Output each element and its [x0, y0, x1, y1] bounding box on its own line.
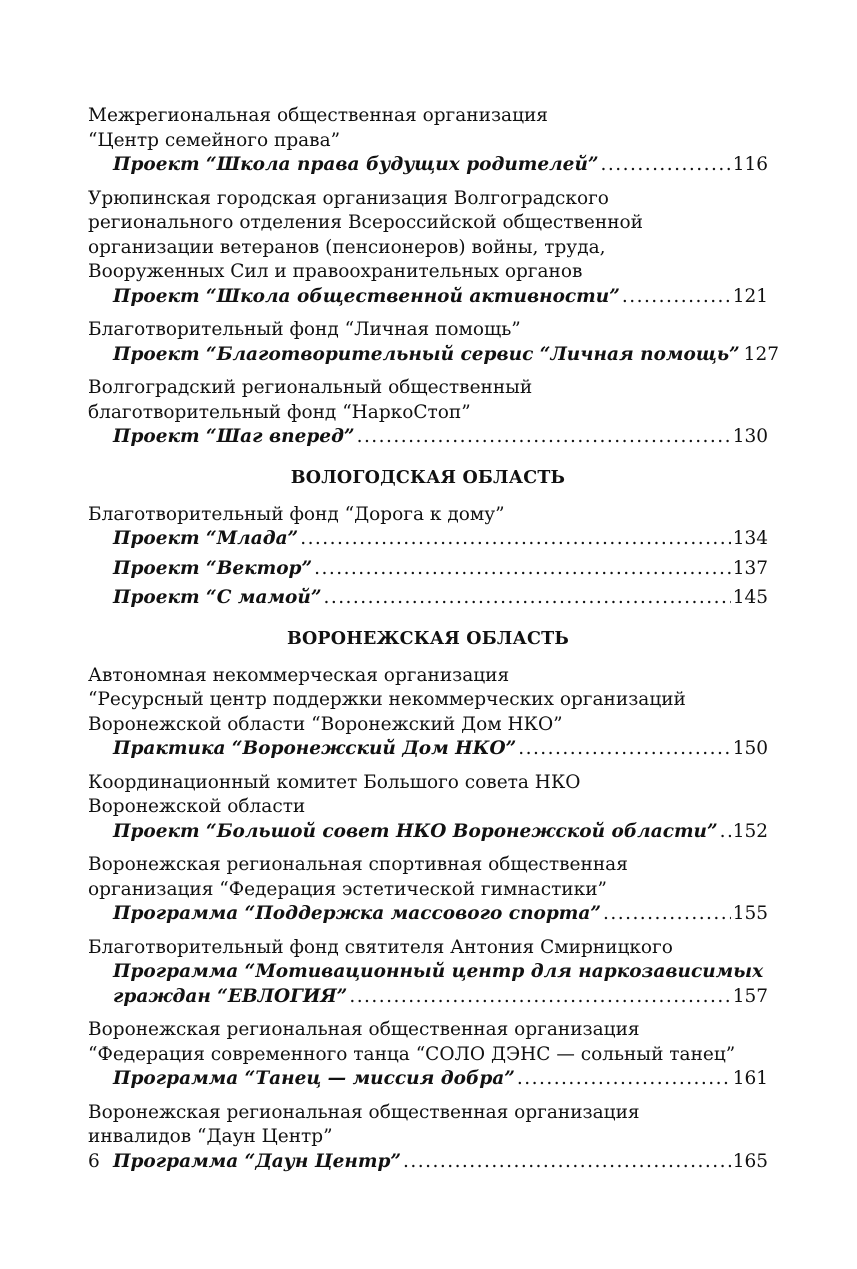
toc-entry — [88, 853, 768, 927]
page-number: 130 — [732, 426, 768, 447]
org-name-line: “Ресурсный центр поддержки некоммерческих организаций — [88, 689, 686, 710]
org-name-line: Координационный комитет Большого совета НКО — [88, 771, 581, 793]
page-number: 152 — [732, 820, 768, 842]
org-name-line: Благотворительный фонд “Личная помощь” — [88, 319, 521, 340]
org-name-line: Урюпинская городская организация Волгоградского — [88, 187, 609, 209]
table-of-contents — [88, 104, 779, 1183]
org-name-line: “Центр семейного права” — [88, 129, 341, 151]
toc-entry — [88, 376, 768, 450]
project-title: Практика “Воронежский Дом НКО” — [113, 738, 517, 759]
org-name-line: Воронежской области “Воронежский Дом НКО” — [88, 713, 563, 735]
org-name-line: Воронежская региональная общественная организация — [88, 1101, 640, 1123]
section-heading-vologda: ВОЛОГОДСКАЯ ОБЛАСТЬ — [290, 467, 566, 488]
project-title: Проект “С мамой” — [113, 587, 322, 608]
leader-dots — [720, 820, 731, 845]
page-number: 121 — [732, 285, 768, 307]
project-line[interactable] — [88, 557, 768, 582]
org-name-line: “Федерация современного танца “СОЛО ДЭНС — сольный танец” — [88, 1043, 736, 1065]
leader-dots — [518, 737, 730, 762]
org-name-line: Межрегиональная общественная организация — [88, 105, 548, 126]
project-line[interactable] — [88, 343, 779, 368]
toc-entry — [88, 318, 779, 367]
leader-dots — [323, 586, 730, 611]
org-name-line: организация “Федерация эстетической гимнастики” — [88, 878, 607, 900]
project-title: Программа “Танец — миссия добра” — [113, 1068, 515, 1089]
project-line[interactable] — [88, 985, 768, 1010]
leader-dots — [603, 902, 731, 927]
project-title: Программа “Поддержка массового спорта” — [113, 903, 601, 924]
project-line[interactable] — [88, 586, 768, 611]
project-title: Проект “Шаг вперед” — [113, 426, 355, 447]
leader-dots — [601, 153, 731, 178]
toc-entry — [88, 503, 768, 611]
page-number: 127 — [743, 343, 779, 365]
toc-entry — [88, 104, 768, 178]
toc-entry — [88, 771, 768, 845]
page-number: 116 — [732, 154, 768, 175]
page-number: 134 — [732, 528, 768, 549]
project-line[interactable] — [88, 1067, 768, 1092]
org-name-line: Вооруженных Сил и правоохранительных органов — [88, 261, 583, 282]
project-title-line2: граждан “ЕВЛОГИЯ” — [113, 985, 348, 1007]
page-folio: 6 — [88, 1151, 100, 1172]
page-number: 145 — [732, 587, 768, 608]
org-name-line: Автономная некоммерческая организация — [88, 664, 510, 686]
page-number: 150 — [732, 738, 768, 759]
project-line[interactable] — [88, 153, 768, 178]
project-title: Проект “Школа общественной активности” — [113, 285, 620, 307]
toc-entry — [88, 187, 768, 310]
page-number: 137 — [732, 557, 768, 579]
project-title: Проект “Благотворительный сервис “Личная помощь” — [113, 343, 740, 365]
leader-dots — [517, 1067, 731, 1092]
toc-entry — [88, 1101, 768, 1175]
page-number: 161 — [732, 1068, 768, 1089]
leader-dots — [349, 985, 730, 1010]
leader-dots — [357, 425, 731, 450]
org-name-line: регионального отделения Всероссийской общественной — [88, 212, 643, 233]
org-name-line: Воронежской области — [88, 796, 306, 817]
project-line[interactable] — [88, 1150, 768, 1175]
page-number: 165 — [732, 1150, 768, 1172]
org-name-line: Воронежская региональная общественная организация — [88, 1019, 640, 1040]
leader-dots — [300, 527, 730, 552]
org-name-line: Благотворительный фонд святителя Антония Смирницкого — [88, 936, 673, 958]
project-line[interactable] — [88, 527, 768, 552]
project-line[interactable] — [88, 737, 768, 762]
page-number: 155 — [732, 903, 768, 924]
section-heading-voronezh: ВОРОНЕЖСКАЯ ОБЛАСТЬ — [286, 628, 569, 649]
org-name-line: Воронежская региональная спортивная общественная — [88, 854, 628, 875]
project-line[interactable] — [88, 902, 768, 927]
project-title: Программа “Даун Центр” — [113, 1150, 402, 1172]
toc-entry — [88, 1018, 768, 1092]
project-line[interactable] — [88, 285, 768, 310]
leader-dots — [403, 1150, 731, 1175]
org-name-line: организации ветеранов (пенсионеров) войны, труда, — [88, 236, 606, 258]
org-name-line: благотворительный фонд “НаркоСтоп” — [88, 401, 471, 423]
org-name-line: инвалидов “Даун Центр” — [88, 1126, 333, 1147]
project-title: Проект “Млада” — [113, 528, 299, 549]
org-name-line: Волгоградский региональный общественный — [88, 377, 533, 398]
toc-entry — [88, 936, 768, 1010]
page-number: 157 — [732, 985, 768, 1007]
toc-entry — [88, 664, 768, 762]
project-line[interactable] — [88, 820, 768, 845]
project-title-line1[interactable]: Программа “Мотивационный центр для наркозависимых — [113, 961, 764, 982]
project-title: Проект “Школа права будущих родителей” — [113, 154, 599, 175]
project-title: Проект “Большой совет НКО Воронежской области” — [113, 820, 718, 842]
project-line[interactable] — [88, 425, 768, 450]
leader-dots — [622, 285, 731, 310]
org-name-line: Благотворительный фонд “Дорога к дому” — [88, 503, 505, 525]
leader-dots — [314, 557, 731, 582]
project-title: Проект “Вектор” — [113, 557, 313, 579]
